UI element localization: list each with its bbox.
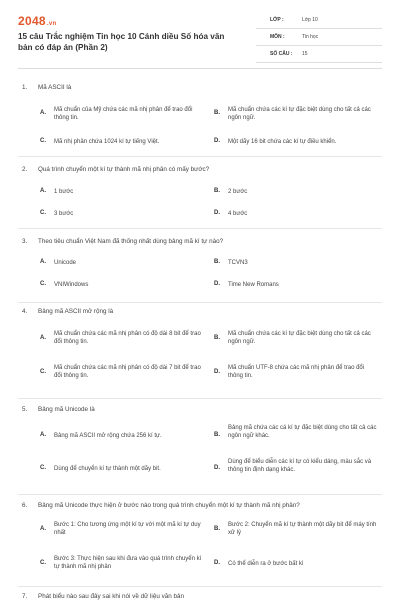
option-text: 1 bước xyxy=(54,189,74,195)
option-text: Mã nhị phân chứa 1024 kí tự tiếng Việt. xyxy=(54,139,160,145)
option-letter: C. xyxy=(40,138,46,144)
meta-key: SỐ CÂU : xyxy=(270,51,293,57)
question-divider xyxy=(18,156,382,157)
option-letter: A. xyxy=(40,335,46,341)
option-letter: C. xyxy=(40,281,46,287)
question-divider xyxy=(18,586,382,587)
option-text: Time New Romans xyxy=(228,282,279,288)
option-text: Bước 3: Thực hiện sau khi đưa vào quá trình chuyển kí tự thành mã nhị phân xyxy=(54,556,202,570)
option-text: Unicode xyxy=(54,260,77,266)
question-text xyxy=(22,166,209,173)
question-7 xyxy=(18,586,382,600)
option-text: Có thể diễn ra ở bước bất kì xyxy=(228,561,304,567)
question-number: 2. xyxy=(22,166,28,173)
option-letter: C. xyxy=(40,210,46,216)
logo-suffix: .vn xyxy=(46,21,57,27)
question-label: Bảng mã Unicode thực hiện ở bước nào trong quá trình chuyển một kí tự thành mã nhị phân? xyxy=(38,502,300,509)
site-logo[interactable] xyxy=(18,14,56,28)
question-text xyxy=(22,593,184,600)
question-label: Quá trình chuyển một kí tự thành mã nhị phân có mấy bước? xyxy=(38,166,210,173)
header xyxy=(18,12,382,64)
question-2 xyxy=(18,156,382,228)
option-text: 4 bước xyxy=(228,211,248,217)
option-text: TCVN3 xyxy=(228,260,248,266)
option-letter: B. xyxy=(214,110,220,116)
option-text: 2 bước xyxy=(228,189,248,195)
question-label: Theo tiêu chuẩn Việt Nam đã thống nhất dùng bảng mã kí tự nào? xyxy=(38,238,224,245)
option-letter: A. xyxy=(40,259,46,265)
meta-value: Lớp 10 xyxy=(302,17,318,23)
question-3 xyxy=(18,228,382,302)
question-6 xyxy=(18,494,382,586)
question-label: Phát biểu nào sau đây sai khi nói về dữ liệu văn bản xyxy=(38,593,184,600)
meta-info xyxy=(256,12,382,63)
option-text: Mã chuẩn chứa các mã nhị phân có độ dài 8 bit để trao đổi thông tin. xyxy=(54,331,201,345)
page-title: 15 câu Trắc nghiệm Tin học 10 Cánh diều Số hóa văn bản có đáp án (Phần 2) xyxy=(18,32,225,52)
question-text xyxy=(22,308,113,315)
meta-key: MÔN : xyxy=(270,34,285,40)
question-number: 7. xyxy=(22,593,28,600)
question-text xyxy=(22,406,95,413)
option-letter: B. xyxy=(214,526,220,532)
question-text xyxy=(22,238,223,245)
option-letter: A. xyxy=(40,432,46,438)
option-letter: B. xyxy=(214,259,220,265)
meta-value: 15 xyxy=(302,51,308,57)
option-letter: D. xyxy=(214,138,220,144)
question-label: Bảng mã ASCII mở rộng là xyxy=(38,308,114,315)
option-text: Bước 2: Chuyển mã kí tự thành một dãy bit để máy tính xử lý xyxy=(228,522,377,536)
option-text: Mã chuẩn chứa các kí tự đặc biệt dùng cho tất cả các ngôn ngữ. xyxy=(228,331,371,345)
question-label: Bảng mã Unicode là xyxy=(38,406,95,413)
question-divider xyxy=(18,228,382,229)
option-letter: C. xyxy=(40,465,46,471)
option-letter: D. xyxy=(214,465,220,471)
option-text: Bảng mã chứa các cá kí tự đặc biệt dùng cho tất cả các ngôn ngữ khác. xyxy=(228,425,377,439)
option-letter: B. xyxy=(214,335,220,341)
question-1 xyxy=(18,72,382,156)
header-divider xyxy=(18,68,382,69)
option-text: 3 bước xyxy=(54,211,74,217)
meta-row-subject xyxy=(256,29,382,46)
question-number: 1. xyxy=(22,84,28,91)
question-5 xyxy=(18,398,382,494)
option-text: Mã chuẩn chứa các kí tự đặc biệt dùng cho tất cả các ngôn ngữ. xyxy=(228,107,371,121)
option-letter: A. xyxy=(40,526,46,532)
question-text xyxy=(22,502,300,509)
option-letter: B. xyxy=(214,188,220,194)
logo-text: 2048 xyxy=(18,14,46,28)
option-text: VNIWindows xyxy=(54,282,89,288)
option-text: Một dãy 16 bit chứa các kí tự điều khiển. xyxy=(228,139,337,145)
option-letter: B. xyxy=(214,432,220,438)
meta-value: Tin học xyxy=(302,34,319,40)
question-divider xyxy=(18,302,382,303)
question-text xyxy=(22,84,71,91)
question-number: 3. xyxy=(22,238,28,245)
option-letter: D. xyxy=(214,369,220,375)
option-text: Mã chuẩn chứa các mã nhị phân có độ dài 7 bit để trao đổi thông tin. xyxy=(54,365,201,379)
meta-key: LỚP : xyxy=(270,17,284,23)
question-number: 5. xyxy=(22,406,28,413)
option-letter: C. xyxy=(40,369,46,375)
option-letter: D. xyxy=(214,281,220,287)
option-text: Mã chuẩn UTF-8 chứa các mã nhị phân để trao đổi thông tin. xyxy=(228,365,365,379)
option-letter: D. xyxy=(214,560,220,566)
question-4 xyxy=(18,302,382,398)
option-text: Bước 1: Cho tương ứng một kí tự với một mã kí tự duy nhất xyxy=(54,522,201,536)
option-text: Dùng để chuyển kí tự thành một dãy bit. xyxy=(54,466,161,472)
meta-row-count xyxy=(256,46,382,63)
option-letter: C. xyxy=(40,560,46,566)
question-number: 4. xyxy=(22,308,28,315)
option-letter: A. xyxy=(40,110,46,116)
meta-row-grade xyxy=(256,12,382,29)
option-letter: D. xyxy=(214,210,220,216)
question-divider xyxy=(18,398,382,399)
option-text: Bảng mã ASCII mở rộng chứa 256 kí tự. xyxy=(54,433,162,439)
option-text: Dùng để biểu diễn các kí tự có kiểu dáng, màu sắc và thông tin định dạng khác. xyxy=(228,459,372,473)
option-letter: A. xyxy=(40,188,46,194)
question-divider xyxy=(18,494,382,495)
question-number: 6. xyxy=(22,502,28,509)
question-label: Mã ASCII là xyxy=(38,84,72,91)
option-text: Mã chuẩn của Mỹ chứa các mã nhị phân để trao đổi thông tin. xyxy=(54,107,193,121)
